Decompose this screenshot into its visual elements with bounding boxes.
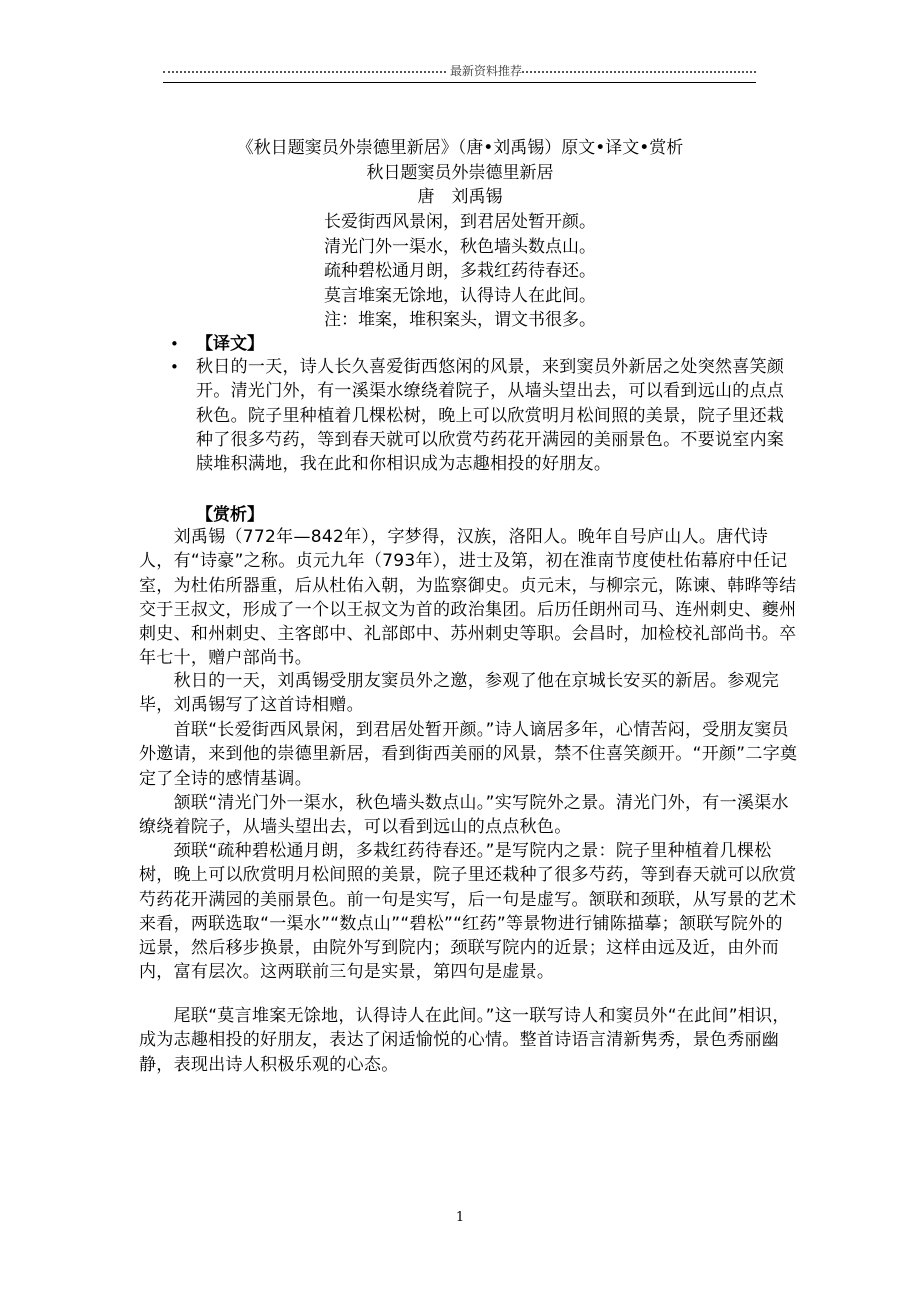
translation-heading: 【译文】 (196, 334, 264, 354)
bullet-icon: • (170, 335, 179, 353)
header-dots-left (163, 71, 446, 73)
page-header (163, 62, 756, 82)
poem-title: 秋日题窦员外崇德里新居 (366, 163, 554, 183)
poem-line: 清光门外一渠水，秋色墙头数点山。 (324, 237, 596, 257)
poem-author: 唐 刘禹锡 (417, 187, 503, 207)
poem-line: 长爱街西风景闲，到君居处暂开颜。 (324, 212, 596, 232)
header-text: 最新资料推荐 (450, 64, 523, 78)
document-title: 《秋日题窦员外崇德里新居》（唐•刘禹锡）原文•译文•赏析 (236, 138, 684, 158)
appreciation-paragraph: 颔联“清光门外一渠水，秋色墙头数点山。”实写院外之景。清光门外，有一溪渠水缭绕着院子，从墙头望出去，可以看到远山的点点秋色。 (139, 793, 789, 838)
appreciation-paragraph: 首联“长爱街西风景闲，到君居处暂开颜。”诗人谪居多年，心情苦闷，受朋友窦员外邀请，来到他的崇德里新居，看到街西美丽的风景，禁不住喜笑颜开。“开颜”二字奠定了全诗的感情基调。 (139, 720, 798, 789)
appreciation-paragraph: 秋日的一天，刘禹锡受朋友窦员外之邀，参观了他在京城长安买的新居。参观完毕，刘禹锡写了这首诗相赠。 (139, 671, 780, 716)
appreciation-paragraph: 颈联“疏种碧松通月朗，多栽红药待春还。”是写院内之景：院子里种植着几棵松树，晚上可以欣赏明月松间照的美景，院子里还栽种了很多芍药，等到春天就可以欣赏芍药花开满园的美丽景色。前一句是实写，后一句是虚写。颔联和颈联，从写景的艺术来看，两联选取“一渠水”“数点山”“碧松”“红药”等景物进行铺陈描摹；颔联写院外的远景，然后移步换景，由院外写到院内；颈联写院内的近景；这样由远及近，由外而内，富有层次。这两联前三句是实景，第四句是虚景。 (139, 841, 797, 983)
header-rule (163, 82, 756, 83)
bullet-icon: • (170, 358, 179, 376)
poem-line: 疏种碧松通月朗，多栽红药待春还。 (324, 261, 596, 281)
header-dots-right (522, 71, 756, 73)
appreciation-paragraph: 刘禹锡（772年—842年），字梦得，汉族，洛阳人。晚年自号庐山人。唐代诗人，有“诗豪”之称。贞元九年（793年），进士及第，初在淮南节度使杜佑幕府中任记室，为杜佑所器重，后从杜佑入朝，为监察御史。贞元末，与柳宗元，陈谏、韩晔等结交于王叔文，形成了一个以王叔文为首的政治集团。后历任朗州司马、连州刺史、夔州刺史、和州刺史、主客郎中、礼部郎中、苏州刺史等职。会昌时，加检校礼部尚书。卒年七十，赠户部尚书。 (139, 527, 797, 669)
appreciation-paragraph: 尾联“莫言堆案无馀地，认得诗人在此间。”这一联写诗人和窦员外“在此间”相识，成为志趣相投的好朋友，表达了闲适愉悦的心情。整首诗语言清新隽秀，景色秀丽幽静，表现出诗人积极乐观的心态。 (139, 1006, 790, 1075)
page-number: 1 (455, 1210, 465, 1225)
translation-text: 秋日的一天，诗人长久喜爱街西悠闲的风景，来到窦员外新居之处突然喜笑颜开。清光门外，有一溪渠水缭绕着院子，从墙头望出去，可以看到远山的点点秋色。院子里种植着几棵松树，晚上可以欣赏明月松间照的美景，院子里还栽种了很多芍药，等到春天就可以欣赏芍药花开满园的美丽景色。不要说室内案牍堆积满地，我在此和你相识成为志趣相投的好朋友。 (196, 357, 785, 475)
appreciation-heading: 【赏析】 (196, 505, 264, 525)
poem-line: 莫言堆案无馀地，认得诗人在此间。 (324, 286, 596, 306)
poem-note: 注：堆案，堆积案头，谓文书很多。 (324, 310, 596, 330)
